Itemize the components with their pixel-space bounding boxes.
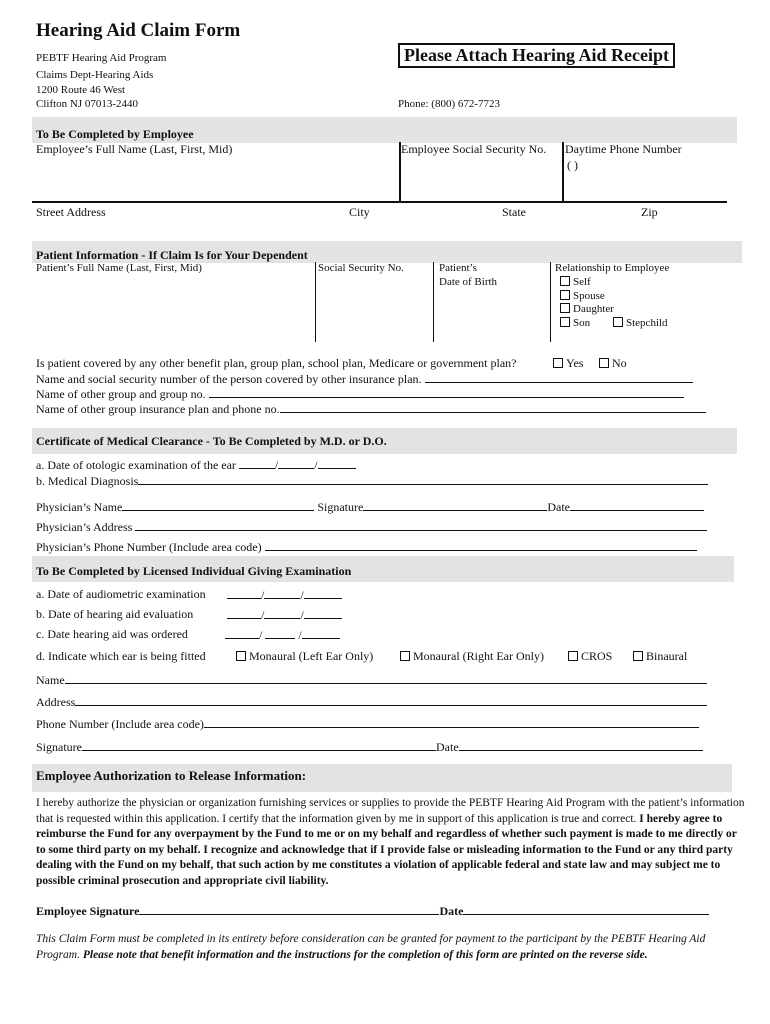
- employee-ssn-divider: [399, 142, 401, 202]
- patient-dob-label-1: Patient’s: [439, 262, 477, 274]
- physician-address-field[interactable]: [135, 519, 707, 531]
- physician-address-label: Physician’s Address: [36, 520, 133, 534]
- examiner-date-label: Date: [436, 740, 459, 754]
- physician-signature-field[interactable]: [363, 499, 547, 511]
- examiner-signature-label: Signature: [36, 740, 82, 754]
- form-title: Hearing Aid Claim Form: [36, 20, 241, 41]
- street-label: Street Address: [36, 205, 106, 219]
- diagnosis-field[interactable]: [138, 473, 708, 485]
- option-monaural-left[interactable]: [236, 649, 373, 664]
- physician-date-label: Date: [547, 500, 570, 514]
- binaural-label: Binaural: [646, 649, 688, 663]
- examiner-signature-row: [36, 739, 703, 755]
- plan-phone-row: [36, 401, 706, 417]
- physician-address-row: [36, 519, 707, 535]
- rel-daughter-label: Daughter: [573, 303, 614, 315]
- examiner-address-field[interactable]: [75, 694, 707, 706]
- employee-row-rule: [32, 201, 727, 203]
- rel-spouse-option[interactable]: [560, 290, 605, 302]
- examiner-section-heading: To Be Completed by Licensed Individual Giving Examination: [36, 564, 352, 578]
- authorization-text-bold: I hereby agree to reimburse the Fund for any overpayment by the Fund to me or on my behalf and regardless of whether such payment is made to me directly or to some third party on my behalf. I recognize and acknowledge that if I provide false or misleading information to the Fund or any third party dealing with the Fund on my behalf, that such action by me constitutes a violation of applicable federal and state law and may subject me to possible criminal prosecution and appropriate civil liability.: [36, 812, 737, 887]
- state-label: State: [502, 205, 526, 219]
- physician-phone-row: [36, 539, 697, 555]
- medical-section-heading: Certificate of Medical Clearance - To Be Completed by M.D. or D.O.: [36, 434, 387, 448]
- no-label: No: [612, 356, 627, 370]
- plan-phone-field[interactable]: [280, 401, 706, 413]
- checkbox-icon: [568, 651, 578, 661]
- authorization-text-normal: I hereby authorize the physician or organization furnishing services or supplies to provide the PEBTF Hearing Aid Program with the patient’s information that is requested within this application. I certify that the information given by me in support of this application is true and correct.: [36, 797, 745, 825]
- audiometric-date: / /: [227, 587, 342, 603]
- patient-section-heading: Patient Information - If Claim Is for Your Dependent: [36, 248, 308, 262]
- program-phone: Phone: (800) 672-7723: [398, 98, 501, 110]
- rel-self-option[interactable]: [560, 276, 591, 288]
- audiometric-month[interactable]: [227, 587, 261, 599]
- patient-dob-label-2: Date of Birth: [439, 276, 498, 288]
- evaluation-month[interactable]: [227, 607, 261, 619]
- examiner-phone-row: [36, 716, 699, 732]
- employee-signature-field[interactable]: [139, 903, 439, 915]
- audiometric-label: a. Date of audiometric examination: [36, 587, 206, 601]
- employee-phone-parens: ( ): [567, 158, 578, 172]
- employee-name-label: Employee’s Full Name (Last, First, Mid): [36, 142, 233, 156]
- footer-note-bold: Please note that benefit information and the instructions for the completion of this form are printed on the reverse side.: [82, 948, 648, 961]
- patient-ssn-divider: [315, 262, 316, 342]
- rel-spouse-label: Spouse: [573, 290, 605, 302]
- evaluation-date: / /: [227, 607, 342, 623]
- rel-self-label: Self: [573, 276, 591, 288]
- ordered-day[interactable]: [265, 627, 295, 639]
- other-plan-no[interactable]: [599, 356, 627, 371]
- examiner-name-field[interactable]: [65, 672, 707, 684]
- group-name-row: [36, 386, 684, 402]
- other-plan-question: Is patient covered by any other benefit plan, group plan, school plan, Medicare or government plan?: [36, 356, 517, 370]
- ordered-date: / /: [225, 627, 340, 643]
- checkbox-icon: [560, 317, 570, 327]
- exam-date-day[interactable]: [278, 457, 314, 469]
- patient-name-label: Patient’s Full Name (Last, First, Mid): [36, 262, 202, 274]
- checkbox-icon: [599, 358, 609, 368]
- footer-note-italic: This Claim Form must be completed in its entirety before consideration can be granted for payment to the participant by the PEBTF Hearing Aid Program.: [36, 933, 706, 961]
- checkbox-icon: [560, 303, 570, 313]
- plan-phone-label: Name of other group insurance plan and phone no.: [36, 402, 280, 416]
- patient-dob-divider: [433, 262, 434, 342]
- exam-date-label: a. Date of otologic examination of the ear: [36, 458, 236, 472]
- rel-son-option[interactable]: [560, 317, 590, 329]
- physician-date-field[interactable]: [570, 499, 704, 511]
- insured-name-label: Name and social security number of the person covered by other insurance plan.: [36, 372, 422, 386]
- rel-stepchild-label: Stepchild: [626, 317, 668, 329]
- program-city: Clifton NJ 07013-2440: [36, 98, 139, 110]
- checkbox-icon: [553, 358, 563, 368]
- checkbox-icon: [613, 317, 623, 327]
- authorization-heading: Employee Authorization to Release Information:: [36, 768, 307, 783]
- program-street: 1200 Route 46 West: [36, 84, 126, 96]
- ordered-year[interactable]: [302, 627, 340, 639]
- physician-signature-label: Signature: [317, 500, 364, 514]
- diagnosis-row: [36, 473, 708, 489]
- physician-phone-field[interactable]: [265, 539, 697, 551]
- evaluation-day[interactable]: [264, 607, 300, 619]
- patient-relationship-divider: [550, 262, 551, 342]
- rel-daughter-option[interactable]: [560, 303, 614, 315]
- physician-name-field[interactable]: [122, 499, 314, 511]
- exam-date-month[interactable]: [239, 457, 275, 469]
- employee-ssn-label: Employee Social Security No.: [401, 142, 547, 156]
- evaluation-label: b. Date of hearing aid evaluation: [36, 607, 194, 621]
- checkbox-icon: [633, 651, 643, 661]
- examiner-signature-field[interactable]: [82, 739, 436, 751]
- ordered-label: c. Date hearing aid was ordered: [36, 627, 188, 641]
- audiometric-year[interactable]: [304, 587, 342, 599]
- group-name-label: Name of other group and group no.: [36, 387, 206, 401]
- city-label: City: [349, 205, 370, 219]
- checkbox-icon: [560, 276, 570, 286]
- group-name-field[interactable]: [209, 386, 684, 398]
- authorization-text: [36, 796, 748, 889]
- ordered-month[interactable]: [225, 627, 259, 639]
- exam-date-row: a. Date of otologic examination of the ear / /: [36, 457, 356, 473]
- examiner-name-label: Name: [36, 673, 65, 687]
- monaural-left-label: Monaural (Left Ear Only): [249, 649, 374, 663]
- zip-label: Zip: [641, 205, 658, 219]
- checkbox-icon: [236, 651, 246, 661]
- yes-label: Yes: [566, 356, 584, 370]
- physician-phone-label: Physician’s Phone Number (Include area code): [36, 540, 262, 554]
- diagnosis-label: b. Medical Diagnosis: [36, 474, 139, 488]
- insured-name-row: [36, 371, 693, 387]
- rel-stepchild-option[interactable]: [613, 317, 668, 329]
- examiner-address-row: [36, 694, 707, 710]
- option-monaural-right[interactable]: [400, 649, 544, 664]
- examiner-address-label: Address: [36, 695, 76, 709]
- checkbox-icon: [400, 651, 410, 661]
- audiometric-day[interactable]: [264, 587, 300, 599]
- exam-date-year[interactable]: [318, 457, 356, 469]
- evaluation-year[interactable]: [304, 607, 342, 619]
- other-plan-yes[interactable]: [553, 356, 583, 371]
- employee-signature-label: Employee Signature: [36, 904, 140, 918]
- program-dept: Claims Dept-Hearing Aids: [36, 69, 154, 81]
- option-binaural[interactable]: [633, 649, 687, 664]
- examiner-name-row: [36, 672, 707, 688]
- employee-signature-row: [36, 903, 709, 919]
- checkbox-icon: [560, 290, 570, 300]
- insured-name-field[interactable]: [425, 371, 693, 383]
- examiner-phone-field[interactable]: [204, 716, 699, 728]
- physician-name-label: Physician’s Name: [36, 500, 123, 514]
- examiner-phone-label: Phone Number (Include area code): [36, 717, 204, 731]
- monaural-right-label: Monaural (Right Ear Only): [413, 649, 544, 663]
- program-name: PEBTF Hearing Aid Program: [36, 52, 167, 64]
- employee-section-heading: To Be Completed by Employee: [36, 127, 194, 141]
- rel-son-label: Son: [573, 317, 591, 329]
- physician-name-row: [36, 499, 704, 515]
- examiner-date-field[interactable]: [459, 739, 703, 751]
- employee-phone-label: Daytime Phone Number: [565, 142, 682, 156]
- employee-phone-divider: [562, 142, 564, 202]
- option-cros[interactable]: [568, 649, 612, 664]
- patient-ssn-label: Social Security No.: [318, 262, 404, 274]
- cros-label: CROS: [581, 649, 613, 663]
- employee-date-label: Date: [439, 904, 464, 918]
- employee-date-field[interactable]: [463, 903, 709, 915]
- receipt-notice: Please Attach Hearing Aid Receipt: [398, 43, 675, 68]
- footer-note: [36, 932, 750, 963]
- relationship-label: Relationship to Employee: [555, 262, 670, 274]
- ear-label: d. Indicate which ear is being fitted: [36, 649, 206, 663]
